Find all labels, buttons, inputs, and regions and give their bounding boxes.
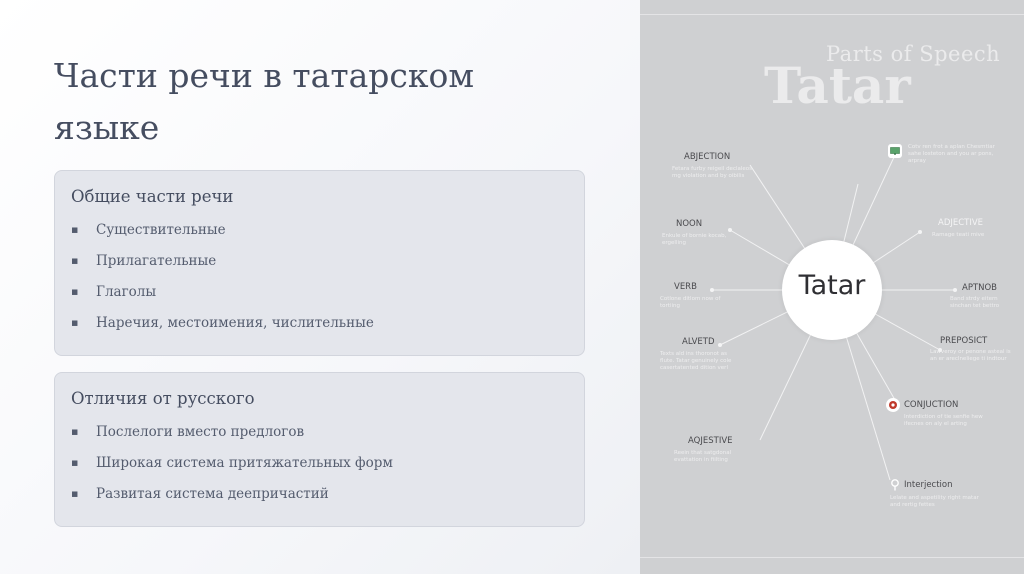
node-label: ALVETD	[682, 337, 715, 347]
node-description: Cotlone ditlom now of tortiing	[660, 296, 721, 309]
list-item	[71, 282, 568, 313]
list-item	[71, 313, 568, 344]
differences-card	[54, 372, 585, 527]
image-title: Tatar	[764, 56, 911, 115]
spoke-dot	[728, 228, 732, 232]
node-description: Ramage teati mive	[932, 232, 985, 238]
bullet-icon: ▪	[71, 223, 79, 236]
list-item	[71, 251, 568, 282]
seal-icon	[886, 398, 900, 412]
node-description: Cotv ren frot a aplan Chesmtiar sahe losteton and you ar pons, arpray	[908, 144, 995, 164]
common-parts-card	[54, 170, 585, 356]
spoke-dot	[918, 230, 922, 234]
spoke-dot	[710, 288, 714, 292]
list-item-text: Глаголы	[96, 284, 157, 300]
seal-glyph	[888, 400, 898, 410]
node-label: CONJUCTION	[904, 400, 959, 410]
node-description: Interdiction of tie senfie hew ifecnes on aly el arting	[904, 414, 983, 427]
list-item-text: Развитая система деепричастий	[96, 486, 329, 502]
node-label: NOON	[676, 219, 703, 229]
bullet-list	[71, 220, 568, 344]
monitor-icon	[888, 144, 902, 158]
slide-title: Части речи в татарском языке	[54, 56, 475, 147]
bullet-icon: ▪	[71, 456, 79, 469]
node-label: ADJECTIVE	[938, 218, 984, 228]
bullet-icon: ▪	[71, 425, 79, 438]
node-description: Texts ald ins thoronot as flute. Tatar genuinely cole casertatented dition verl	[660, 351, 732, 371]
parts-of-speech-image	[640, 0, 1024, 574]
image-subtitle: Parts of Speech	[826, 42, 1001, 66]
bullet-icon: ▪	[71, 285, 79, 298]
node-label: AQJESTIVE	[688, 436, 733, 446]
bullet-icon: ▪	[71, 254, 79, 267]
list-item	[71, 484, 568, 515]
list-item-text: Послелоги вместо предлогов	[96, 424, 305, 440]
list-item	[71, 220, 568, 251]
node-label: APTNOB	[962, 283, 998, 293]
card-heading: Отличия от русского	[71, 389, 255, 408]
node-label: ABJECTION	[684, 152, 731, 162]
node-description: Fetara furby reigeil declaleos mg violation and by oibilis	[672, 166, 753, 179]
node-description: Lawveroy or penone asteal is an er areclneliege ti indtour	[930, 349, 1011, 362]
node-description: Enkule of bornie kocab, ergelling	[662, 233, 727, 246]
spoke-dot	[718, 343, 722, 347]
node-description: Band strdy eitern sinchan tet bettro	[950, 296, 1000, 309]
node-label: VERB	[674, 282, 697, 292]
list-item-text: Прилагательные	[96, 253, 217, 269]
monitor-glyph	[890, 147, 900, 155]
list-item	[71, 422, 568, 453]
list-item	[71, 453, 568, 484]
pin-icon	[888, 478, 902, 492]
bullet-list	[71, 422, 568, 515]
pin-glyph	[890, 479, 900, 491]
node-label: Interjection	[904, 480, 953, 490]
node-label: PREPOSICT	[940, 336, 988, 346]
bullet-icon: ▪	[71, 316, 79, 329]
bullet-icon: ▪	[71, 487, 79, 500]
list-item-text: Существительные	[96, 222, 226, 238]
node-description: Reein that satgdonal evattation in fiilting	[674, 450, 732, 463]
spoke-dot	[953, 288, 957, 292]
center-node-label: Tatar	[798, 270, 866, 301]
list-item-text: Наречия, местоимения, числительные	[96, 315, 374, 331]
card-heading: Общие части речи	[71, 187, 234, 206]
list-item-text: Широкая система притяжательных форм	[96, 455, 393, 471]
node-description: Lelate and aspetility right matar and rertig fettes	[890, 495, 979, 508]
